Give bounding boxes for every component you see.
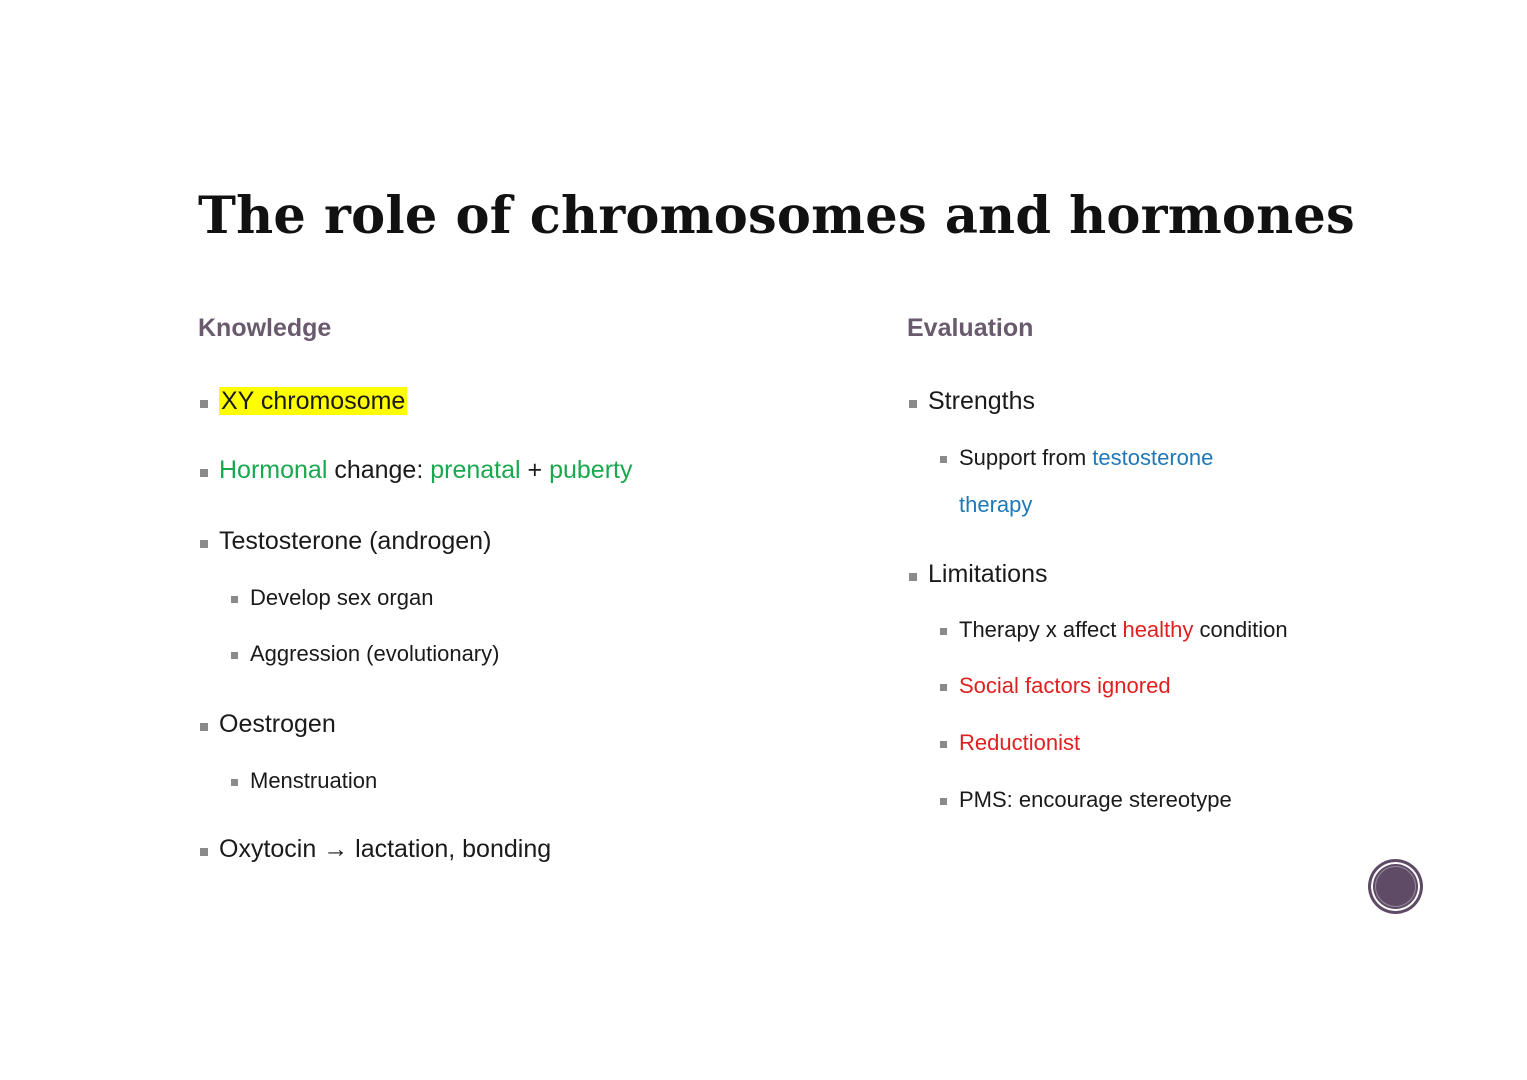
evaluation-heading: Evaluation — [907, 314, 1034, 342]
puberty-text: puberty — [549, 456, 633, 484]
slide-title: The role of chromosomes and hormones — [198, 186, 1355, 246]
prenatal-text: prenatal — [430, 456, 521, 484]
list-item-menstruation — [250, 768, 377, 794]
social-factors-text: Social factors ignored — [959, 673, 1171, 698]
testosterone-link-text: testosterone — [1092, 445, 1214, 470]
bullet-icon — [200, 469, 208, 477]
list-item-hormonal-change — [219, 456, 632, 485]
oxytocin-text: Oxytocin → lactation, bonding — [219, 835, 552, 863]
list-item-social-factors — [959, 673, 1171, 699]
therapy-affect-text: Therapy x affect — [959, 617, 1123, 642]
condition-text: condition — [1193, 617, 1288, 642]
bullet-icon — [940, 628, 947, 635]
slide-logo-icon — [1369, 860, 1422, 913]
bullet-icon — [200, 540, 208, 548]
limitations-text: Limitations — [928, 560, 1048, 588]
bullet-icon — [200, 400, 208, 408]
list-item-limitations — [928, 560, 1048, 589]
bullet-icon — [231, 652, 238, 659]
list-item-therapy-affect — [959, 617, 1288, 643]
bullet-icon — [231, 779, 238, 786]
list-item-pms — [959, 787, 1232, 813]
oestrogen-text: Oestrogen — [219, 710, 336, 738]
list-item-strengths — [928, 387, 1035, 416]
list-item-oxytocin — [219, 835, 551, 864]
list-item-testosterone — [219, 527, 491, 556]
list-item-xy-chromosome — [219, 387, 407, 416]
bullet-icon — [940, 798, 947, 805]
bullet-icon — [200, 723, 208, 731]
knowledge-heading: Knowledge — [198, 314, 332, 342]
list-item-reductionist — [959, 730, 1080, 756]
bullet-icon — [940, 456, 947, 463]
bullet-icon — [940, 741, 947, 748]
list-item-support-continuation — [959, 492, 1032, 518]
menstruation-text: Menstruation — [250, 768, 378, 793]
list-item-support-testosterone — [959, 445, 1213, 471]
change-text: change: — [327, 456, 431, 484]
strengths-text: Strengths — [928, 387, 1036, 415]
bullet-icon — [909, 400, 917, 408]
plus-text: + — [520, 456, 550, 484]
support-from-text: Support from — [959, 445, 1093, 470]
pms-text: PMS: encourage stereotype — [959, 787, 1232, 812]
list-item-oestrogen — [219, 710, 336, 739]
bullet-icon — [909, 573, 917, 581]
xy-chromosome-text: XY chromosome — [221, 387, 406, 415]
list-item-aggression — [250, 641, 499, 667]
reductionist-text: Reductionist — [959, 730, 1081, 755]
healthy-text: healthy — [1122, 617, 1194, 642]
list-item-develop-sex-organ — [250, 585, 433, 611]
logo-ring — [1375, 866, 1416, 907]
therapy-text: therapy — [959, 492, 1033, 517]
aggression-text: Aggression (evolutionary) — [250, 641, 500, 666]
bullet-icon — [940, 684, 947, 691]
hormonal-text: Hormonal — [219, 456, 328, 484]
bullet-icon — [231, 596, 238, 603]
bullet-icon — [200, 848, 208, 856]
develop-text: Develop sex organ — [250, 585, 434, 610]
testosterone-text: Testosterone (androgen) — [219, 527, 492, 555]
